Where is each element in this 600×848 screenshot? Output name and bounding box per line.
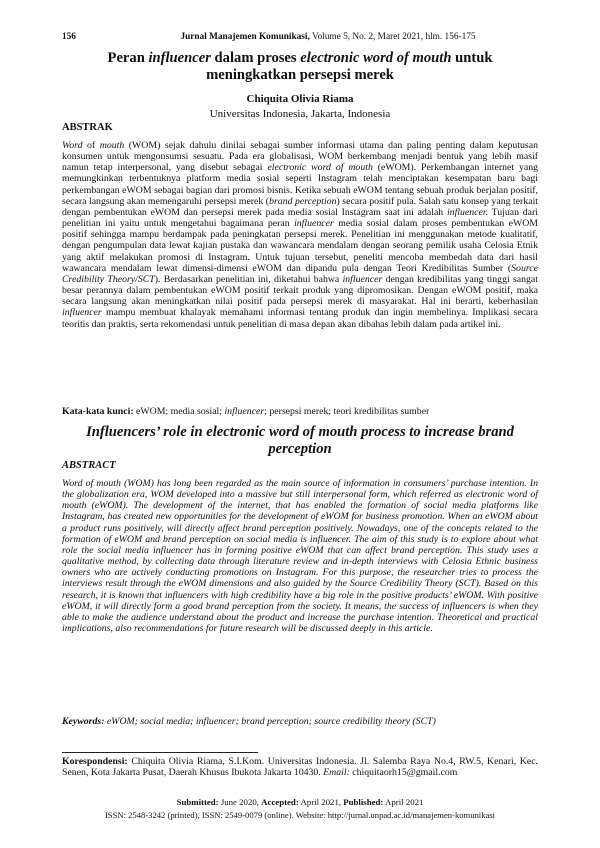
email-address: chiquitaorh15@gmail.com (349, 767, 458, 779)
correspondence-label: Korespondensi: (62, 756, 128, 767)
article-title-indonesian (70, 50, 530, 84)
footnote-divider (62, 752, 258, 753)
published-date: April 2021 (383, 797, 424, 807)
abstrak-text: ) secara positif pula. Salah satu konsep yang terkait dengan pembentukan eWOM dan persepsi merek pada media sosial Instagram saat ini adalah (62, 195, 539, 218)
abstrak-italic: brand perception (269, 195, 337, 207)
abstract-body: Word of mouth (WOM) has long been regarded as the main source of information in consumers’ purchase intention. In the globalization era, WOM developed into a massive but still interpersonal form, which referred as electronic word of mouth (eWOM). The development of the internet, that has enabled the formation of social media platforms like Instagram, has created new opportunities for the development of eWOM for business promotion. When an eWOM about a product runs positively, will directly affect brand perception positively. Nowadays, one of the concepts related to the formation of eWOM and brand perception on social media is influencer. The aim of this study is to explore about what role the social media influencer has in forming positive eWOM that can affect brand perception. This study uses a qualitative method, by collecting data through literature review and in-depth interviews with Celosia Ethnic business owners who are actively conducting promotions on Instagram. For this purpose, the researcher tries to process the interviews result through the eWOM dimensions and also guided by the Source Credibility Theory (SCT). Based on this research, it is known that influencers with high credibility have a big role in the positive products’ eWOM. With positive eWOM, it will directly form a good brand perception from the society. It means, the success of influencers is when they able to make the audience understand about the product and increase the purchase intention. Theoretical and practical implications, also recommendations for future research will be discussed deeply in this article. (62, 478, 538, 635)
title-id-text: Peran (107, 50, 149, 66)
abstrak-text: Tujuan dari penelitian ini yaitu untuk mengetahui bagaimana peran (62, 206, 539, 230)
journal-volume: Volume 5, No. 2, Maret 2021, hlm. 156-175 (309, 32, 476, 42)
page-number: 156 (62, 32, 76, 42)
keywords-label: Keywords: (62, 716, 105, 727)
keywords-line (62, 716, 538, 727)
title-id-italic: electronic word of mouth (300, 50, 452, 66)
abstrak-italic: influencer (62, 307, 102, 319)
abstrak-text: ). Berdasarkan penelitian ini, diketahui bahwa (154, 273, 343, 285)
kata-kunci-text: ; persepsi merek; teori kredibilitas sumber (264, 406, 430, 417)
abstrak-italic: Word (62, 140, 83, 151)
journal-citation (118, 32, 538, 42)
abstrak-text: media sosial dalam proses pembentukan eWOM positif sehingga mampu berdampak pada peningkatan persepsi merek. Penelitian ini menggunakan metode kualitatif, dengan pengumpulan data lewat kajian pustaka dan wawancara mendalam dengan seorang pemilik usaha Celosia Etnik yang aktif melakukan promosi di Instagram. Untuk tujuan tersebut, peneliti mencoba membedah data dari hasil wawancara mendalam lewat dimensi-dimensi eWOM dan dipandu pula dengan Teori Kredibilitas Sumber ( (62, 218, 538, 274)
published-label: Published: (343, 797, 384, 807)
abstrak-italic: Source Credibility Theory/SCT (62, 262, 538, 285)
accepted-date: April 2021, (298, 797, 344, 807)
submitted-date: June 2020, (218, 797, 262, 807)
author-name: Chiquita Olivia Riama (246, 93, 354, 105)
abstrak-italic: electronic word of mouth (267, 162, 373, 174)
abstrak-text: (eWOM). Perkembangan internet yang memungkinkan terbentuknya platform media sosial seperti Instagram telah menciptakan kesempatan baru bagi perkembangan eWOM sebagai bagian dari promosi bisnis. Ketika sebuah eWOM tentang sebuah produk berjalan positif, secara langsung akan memengaruhi persepsi merek ( (62, 162, 538, 207)
abstrak-italic: influencer. (446, 206, 489, 218)
journal-name: Jurnal Manajemen Komunikasi, (180, 32, 310, 42)
kata-kunci-line (62, 406, 538, 417)
title-id-italic: influencer (148, 50, 211, 66)
abstrak-heading: ABSTRAK (62, 122, 113, 133)
article-title-english: Influencers’ role in electronic word of mouth process to increase brand perception (86, 424, 514, 457)
kata-kunci-label: Kata-kata kunci: (62, 406, 134, 417)
running-header (62, 32, 538, 42)
submission-dates (0, 797, 600, 807)
abstrak-italic: influencer (294, 218, 334, 230)
submitted-label: Submitted: (176, 797, 219, 807)
email-label: Email: (323, 767, 350, 779)
issn-line: ISSN: 2548-3242 (printed), ISSN: 2549-0079 (online). Website: http://jurnal.unpad.ac.id/manajemen-komunikasi (104, 810, 496, 820)
abstrak-text: (WOM) sejak dahulu dinilai sebagai sumber informasi utama dan paling penting dalam keputusan konsumen untuk mengonsumsi sesuatu. Pada era globalisasi, WOM berkembang menjadi bentuk yang lebih masif namun tetap interpersonal, yang disebut sebagai (62, 140, 538, 174)
abstrak-italic: mouth (99, 140, 125, 151)
abstrak-text: dengan kredibilitas yang tinggi sangat besar perannya dalam pembentukan eWOM positif terkait produk yang dipromosikan. Dengan eWOM positif, maka secara langsung akan meningkatkan nilai positif pada persepsi merek di masyarakat. Hal ini berarti, keberhasilan (62, 273, 539, 308)
abstrak-body (62, 140, 538, 330)
abstrak-italic: influencer (342, 273, 383, 285)
title-id-text: untuk meningkatkan persepsi merek (206, 50, 493, 83)
abstract-heading: ABSTRACT (62, 460, 116, 471)
kata-kunci-italic: influencer (224, 406, 265, 417)
keywords-text: eWOM; social media; influencer; brand perception; source credibility theory (SCT) (104, 716, 436, 727)
correspondence-note (62, 756, 538, 778)
title-id-text: dalam proses (210, 50, 301, 66)
abstrak-text: mampu membuat khalayak memahami informasi tentang produk dan ingin membelinya. Implikasi secara teoritis dan praktis, serta rekomendasi untuk penelitian di masa depan akan dibahas lebih dalam pada artikel ini. (62, 307, 538, 330)
kata-kunci-text: eWOM; media sosial; (133, 406, 225, 417)
author-affiliation: Universitas Indonesia, Jakarta, Indonesia (209, 108, 391, 120)
correspondence-text: Chiquita Olivia Riama, S.I.Kom. Universitas Indonesia. Jl. Salemba Raya No.4, RW.5, Kenari, Kec. Senen, Kota Jakarta Pusat, Daerah Khusus Ibukota Jakarta 10430. (62, 756, 538, 779)
accepted-label: Accepted: (261, 797, 299, 807)
abstrak-text: of (82, 140, 100, 151)
